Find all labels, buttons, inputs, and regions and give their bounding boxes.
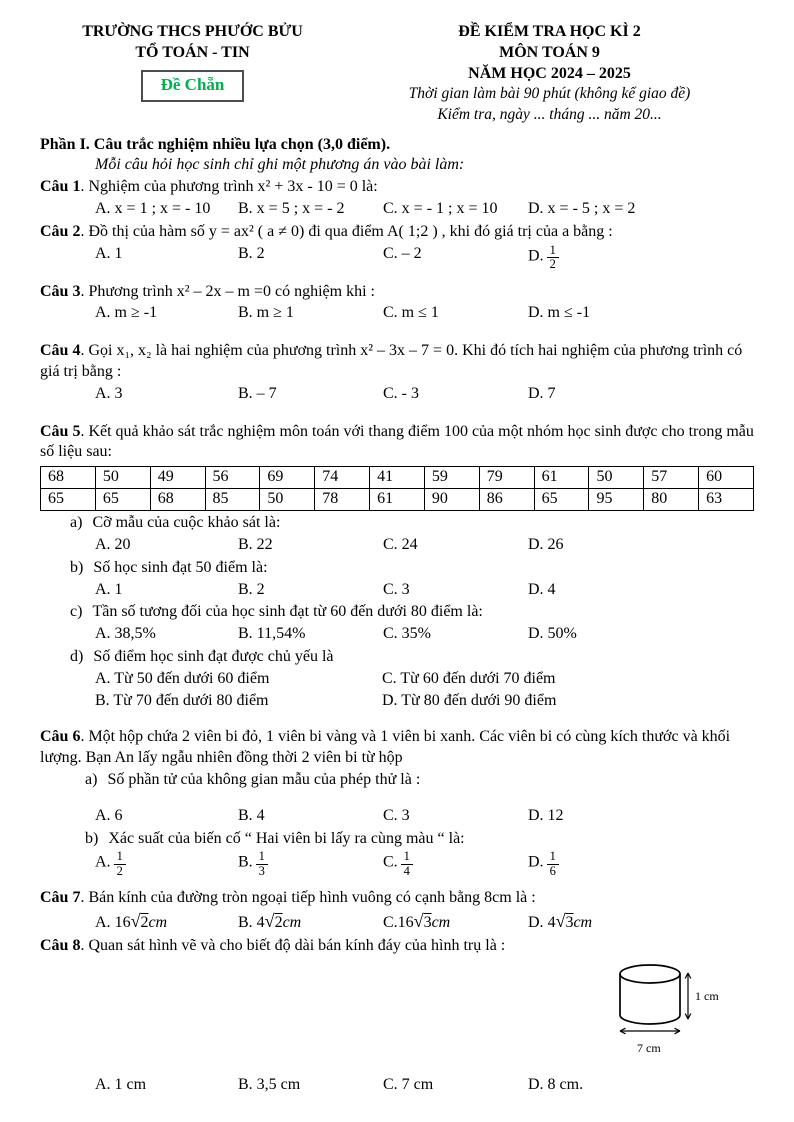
option-label: A.: [95, 854, 111, 872]
fraction: [114, 850, 126, 879]
option-b: B. 3,5 cm: [238, 1075, 301, 1093]
radicand: 2: [140, 914, 149, 932]
option-b: B. 11,54%: [238, 625, 306, 643]
option-label: A.: [95, 914, 111, 932]
question-3-options: [40, 303, 754, 324]
option-c: C. Từ 60 đến dưới 70 điểm: [382, 669, 556, 687]
cylinder-figure: [40, 959, 754, 1063]
question-4-options: [40, 384, 754, 405]
question-5-label: Câu 5: [40, 422, 81, 440]
fraction-numerator: 1: [547, 850, 559, 865]
score-cell: 86: [479, 489, 534, 511]
score-cell: 50: [95, 467, 150, 489]
sub-text: Xác suất của biến cố “ Hai viên bi lấy ra cùng màu “ là:: [108, 829, 465, 847]
fraction-denominator: 3: [258, 864, 265, 879]
question-7-text: . Bán kính của đường tròn ngoại tiếp hình vuông có cạnh bằng 8cm là :: [80, 889, 536, 907]
question-8-text: . Quan sát hình vẽ và cho biết độ dài bán kính đáy của hình trụ là :: [80, 936, 506, 954]
score-cell: 85: [205, 489, 260, 511]
fraction-denominator: 6: [549, 864, 556, 879]
table-row: [41, 467, 754, 489]
option-b: B. Từ 70 đến dưới 80 điểm: [95, 691, 269, 709]
option-d: D. x = - 5 ; x = 2: [528, 200, 636, 218]
question-5b: [40, 558, 754, 579]
option-d: [528, 850, 754, 879]
fraction: [256, 850, 268, 879]
score-cell: 69: [260, 467, 315, 489]
score-cell: 78: [315, 489, 370, 511]
exam-code-badge: Đề Chẵn: [141, 70, 245, 102]
option-label: C.: [383, 854, 398, 872]
option-d: [528, 244, 754, 273]
exam-header: [40, 22, 754, 125]
question-6a-options: [40, 806, 754, 827]
score-cell: 79: [479, 467, 534, 489]
score-cell: 41: [370, 467, 425, 489]
option-a: A. 1: [95, 244, 123, 262]
cylinder-body: [620, 974, 680, 1024]
question-3-text: . Phương trình x² – 2x – m =0 có nghiệm khi :: [80, 282, 375, 300]
score-cell: 57: [644, 467, 699, 489]
diameter-label: 7 cm: [637, 1040, 661, 1055]
table-row: [41, 489, 754, 511]
option-c: C. 7 cm: [383, 1075, 434, 1093]
option-d: D. 50%: [528, 625, 577, 643]
sub-label: d): [70, 648, 84, 666]
score-cell: 49: [150, 467, 205, 489]
option-c: C. 3: [383, 806, 410, 824]
option-a: A. m ≥ -1: [95, 304, 158, 322]
unit: cm: [148, 914, 168, 932]
fraction-numerator: 1: [547, 244, 559, 259]
option-b: B. x = 5 ; x = - 2: [238, 200, 345, 218]
question-5c: [40, 602, 754, 623]
option-label: D.: [528, 854, 544, 872]
option-a: A. 1: [95, 580, 123, 598]
spacer: [40, 407, 754, 421]
question-5: [40, 422, 754, 464]
score-cell: 95: [589, 489, 644, 511]
question-5-text: . Kết quả khảo sát trắc nghiệm môn toán với thang điểm 100 của một nhóm học sinh được cho trong mẫu số liệu sau:: [40, 422, 754, 461]
option-label: B.: [238, 854, 253, 872]
sqrt-sign: √: [130, 911, 141, 932]
question-5c-options: [40, 624, 754, 645]
coefficient: 4: [547, 914, 556, 932]
option-a: A. 38,5%: [95, 625, 156, 643]
option-c: [383, 850, 528, 879]
school-name: TRƯỜNG THCS PHƯỚC BỬU: [82, 23, 303, 40]
option-a: A. x = 1 ; x = - 10: [95, 200, 211, 218]
question-3: [40, 282, 754, 303]
score-cell: 63: [699, 489, 754, 511]
spacer: [40, 712, 754, 726]
option-c: [383, 910, 528, 934]
option-d: D. Từ 80 đến dưới 90 điểm: [382, 691, 557, 709]
header-left-block: [40, 22, 345, 125]
question-2-label: Câu 2: [40, 222, 81, 240]
coefficient: 16: [114, 914, 131, 932]
question-5d: [40, 647, 754, 668]
sub-label: a): [85, 771, 98, 788]
score-cell: 50: [589, 467, 644, 489]
spacer: [40, 326, 754, 340]
question-7: [40, 888, 754, 909]
exam-subject: MÔN TOÁN 9: [499, 43, 600, 61]
score-cell: 65: [95, 489, 150, 511]
question-1: [40, 177, 754, 198]
question-2-text: . Đồ thị của hàm số y = ax² ( a ≠ 0) đi qua điểm A( 1;2 ) , khi đó giá trị của a bằng :: [80, 222, 613, 240]
question-4-label: Câu 4: [40, 342, 81, 360]
fraction-denominator: 2: [116, 864, 123, 879]
option-c: C. 3: [383, 580, 410, 598]
sub-label: c): [70, 603, 83, 621]
question-6b: [40, 829, 754, 850]
score-cell: 60: [699, 467, 754, 489]
score-cell: 68: [41, 467, 96, 489]
question-4-text: . Gọi x₁, x₂ là hai nghiệm của phương trình x² – 3x – 7 = 0. Khi đó tích hai nghiệm của phương trình có giá trị bằng :: [40, 342, 743, 381]
option-b: B. 2: [238, 244, 265, 262]
part1-instruction: Mỗi câu hỏi học sinh chỉ ghi một phương án vào bài làm:: [95, 156, 465, 174]
unit: cm: [573, 914, 593, 932]
option-d: D. 4: [528, 580, 556, 598]
sub-text: Số phần tử của không gian mẫu của phép thử là :: [107, 771, 421, 788]
sub-text: Số học sinh đạt 50 điểm là:: [93, 558, 268, 576]
option-d: D. 7: [528, 384, 556, 402]
score-cell: 61: [534, 467, 589, 489]
sqrt-sign: √: [413, 911, 424, 932]
sub-text: Cỡ mẫu của cuộc khảo sát là:: [92, 514, 281, 532]
spacer: [40, 791, 754, 805]
fraction-denominator: 4: [403, 864, 410, 879]
unit: cm: [282, 914, 302, 932]
option-c: C. - 3: [383, 384, 419, 402]
coefficient: 16: [397, 914, 414, 932]
fraction-numerator: 1: [256, 850, 268, 865]
question-8-label: Câu 8: [40, 936, 81, 954]
question-1-label: Câu 1: [40, 178, 81, 196]
option-c: C. 35%: [383, 625, 431, 643]
sub-label: b): [85, 829, 99, 847]
header-right-block: [345, 22, 754, 125]
score-cell: 90: [424, 489, 479, 511]
exam-duration-note: Thời gian làm bài 90 phút (không kể giao đề): [408, 85, 691, 103]
question-6-text: . Một hộp chứa 2 viên bi đỏ, 1 viên bi vàng và 1 viên bi xanh. Các viên bi có cùng kích thước và khối lượng. Bạn An lấy ngẫu nhiên đồng thời 2 viên bi từ hộp: [40, 728, 731, 767]
question-5d-options-row1: [40, 669, 754, 690]
option-b: B. 4: [238, 806, 265, 824]
option-c: C. – 2: [383, 244, 422, 262]
question-6b-options: [40, 850, 754, 886]
unit: cm: [431, 914, 451, 932]
question-6: [40, 727, 754, 769]
score-cell: 80: [644, 489, 699, 511]
question-8-options: [40, 1075, 754, 1096]
question-1-text: . Nghiệm của phương trình x² + 3x - 10 = 0 là:: [80, 178, 378, 196]
question-1-options: [40, 199, 754, 220]
sub-label: b): [70, 558, 84, 576]
score-cell: 74: [315, 467, 370, 489]
option-c: C. 24: [383, 536, 418, 554]
question-6-label: Câu 6: [40, 728, 81, 746]
fraction-numerator: 1: [401, 850, 413, 865]
option-d: D. 12: [528, 806, 564, 824]
height-label: 1 cm: [695, 988, 719, 1003]
coefficient: 4: [256, 914, 265, 932]
option-a: A. 1 cm: [95, 1075, 147, 1093]
option-b: B. 2: [238, 580, 265, 598]
question-2-options: [40, 244, 754, 280]
cylinder-svg: [592, 959, 752, 1063]
option-d-label: D.: [528, 247, 544, 265]
option-a: A. Từ 50 đến dưới 60 điểm: [95, 669, 270, 687]
sub-label: a): [70, 514, 83, 532]
exam-year: NĂM HỌC 2024 – 2025: [468, 64, 631, 82]
radicand: 2: [274, 914, 283, 932]
option-a: [95, 910, 238, 934]
option-b: B. – 7: [238, 384, 277, 402]
score-cell: 61: [370, 489, 425, 511]
option-b: B. 22: [238, 536, 273, 554]
option-b: [238, 850, 383, 879]
fraction-numerator: 1: [114, 850, 126, 865]
sub-text: Tần số tương đối của học sinh đạt từ 60 đến dưới 80 điểm là:: [92, 603, 483, 621]
score-cell: 68: [150, 489, 205, 511]
option-a: A. 3: [95, 384, 123, 402]
scores-table: [40, 466, 754, 511]
score-cell: 56: [205, 467, 260, 489]
question-4: [40, 341, 754, 383]
sub-text: Số điểm học sinh đạt được chủ yếu là: [93, 648, 334, 666]
option-a: A. 6: [95, 806, 123, 824]
option-c: C. m ≤ 1: [383, 304, 439, 322]
option-b: B. m ≥ 1: [238, 304, 294, 322]
question-5b-options: [40, 580, 754, 601]
option-b: [238, 910, 383, 934]
radicand: 3: [565, 914, 574, 932]
option-label: D.: [528, 914, 544, 932]
score-cell: 65: [534, 489, 589, 511]
cylinder-top-ellipse: [620, 965, 680, 983]
fraction: [547, 850, 559, 879]
option-c: C. x = - 1 ; x = 10: [383, 200, 498, 218]
radicand: 3: [423, 914, 432, 932]
option-d: D. 26: [528, 536, 564, 554]
exam-title: ĐỀ KIỂM TRA HỌC KÌ 2: [458, 23, 641, 40]
score-cell: 50: [260, 489, 315, 511]
question-6a: [40, 770, 754, 791]
department-name: TỔ TOÁN - TIN: [135, 43, 250, 61]
question-5a-options: [40, 535, 754, 556]
question-5d-options-row2: [40, 691, 754, 712]
option-label: B.: [238, 914, 253, 932]
option-d: [528, 910, 754, 934]
question-5a: [40, 513, 754, 534]
fraction: [547, 244, 559, 273]
sqrt-sign: √: [264, 911, 275, 932]
sqrt-sign: √: [555, 911, 566, 932]
score-cell: 59: [424, 467, 479, 489]
option-a: [95, 850, 238, 879]
part1-heading: Phần I. Câu trắc nghiệm nhiều lựa chọn (3,0 điểm).: [40, 135, 391, 153]
question-8: [40, 936, 754, 957]
option-a: A. 20: [95, 536, 131, 554]
question-3-label: Câu 3: [40, 282, 81, 300]
score-cell: 65: [41, 489, 96, 511]
question-2: [40, 222, 754, 243]
question-7-label: Câu 7: [40, 889, 81, 907]
option-d: D. m ≤ -1: [528, 304, 591, 322]
fraction: [401, 850, 413, 879]
option-label: C.: [383, 914, 398, 932]
fraction-denominator: 2: [549, 257, 556, 272]
option-d: D. 8 cm.: [528, 1075, 584, 1093]
question-7-options: [40, 910, 754, 934]
exam-date-note: Kiểm tra, ngày ... tháng ... năm 20...: [437, 105, 662, 123]
